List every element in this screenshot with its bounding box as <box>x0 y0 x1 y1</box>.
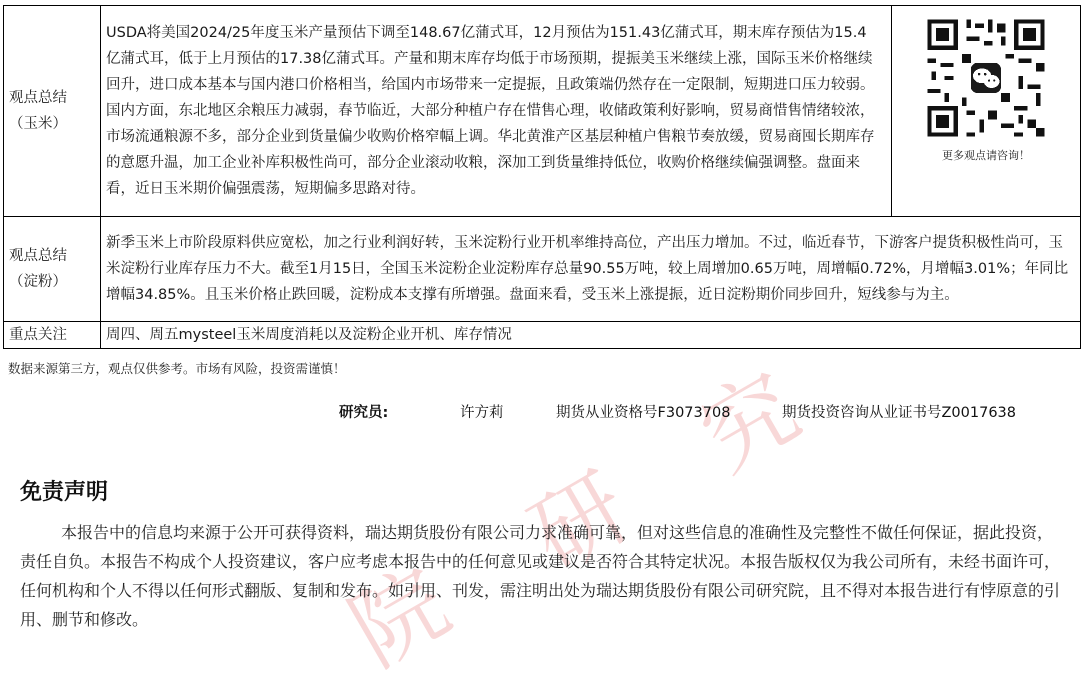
researcher-qualification: 期货从业资格号F3073708 <box>556 405 731 421</box>
table-row <box>4 6 1081 217</box>
row-label-starch: 观点总结（淀粉） <box>4 217 101 322</box>
row-content-corn: USDA将美国2024/25年度玉米产量预估下调至148.67亿蒲式耳，12月预估为151.43亿蒲式耳，期末库存预估为15.4亿蒲式耳，低于上月预估的17.38亿蒲式耳。产量和期末库存均低于市场预期，提振美玉米继续上涨，国际玉米价格继续回升，进口成本基本与国内港口价格相当，给国内市场带来一定提振，且政策端仍然存在一定限制，短期进口压力较弱。国内方面，东北地区余粮压力减弱，春节临近，大部分种植户存在惜售心理，收储政策利好影响，贸易商惜售情绪较浓，市场流通粮源不多，部分企业到货量偏少收购价格窄幅上调。华北黄淮产区基层种植户售粮节奏放缓，贸易商囤长期库存的意愿升温，加工企业补库积极性尚可，部分企业滚动收粮，深加工到货量维持低位，收购价格继续偏强调整。盘面来看，近日玉米期价偏强震荡，短期偏多思路对待。 <box>101 6 892 217</box>
qr-cell <box>892 6 1081 217</box>
researcher-title: 研究员: <box>339 405 389 421</box>
table-row <box>4 217 1081 322</box>
qr-code <box>923 15 1049 141</box>
watermark-char: 究 <box>683 353 817 492</box>
row-content-focus: 周四、周五mysteel玉米周度消耗以及淀粉企业开机、库存情况 <box>101 322 1081 349</box>
disclaimer-body: 本报告中的信息均来源于公开可获得资料，瑞达期货股份有限公司力求准确可靠，但对这些信息的准确性及完整性不做任何保证，据此投资，责任自负。本报告不构成个人投资建议，客户应考虑本报告中的任何意见或建议是否符合其特定状况。本报告版权仅为我公司所有，未经书面许可，任何机构和个人不得以任何形式翻版、复制和发布。如引用、刊发，需注明出处为瑞达期货股份有限公司研究院，且不得对本报告进行有悖原意的引用、删节和修改。 <box>20 523 1061 629</box>
row-content-starch: 新季玉米上市阶段原料供应宽松，加之行业利润好转，玉米淀粉行业开机率维持高位，产出压力增加。不过，临近春节，下游客户提货积极性尚可，玉米淀粉行业库存压力不大。截至1月15日，全国玉米淀粉企业淀粉库存总量90.55万吨，较上周增加0.65万吨，周增幅0.72%，月增幅3.01%；年同比增幅34.85%。且玉米价格止跌回暖，淀粉成本支撑有所增强。盘面来看，受玉米上涨提振，近日淀粉期价同步回升，短线参与为主。 <box>101 217 1081 322</box>
risk-note: 数据来源第三方，观点仅供参考。市场有风险，投资需谨慎！ <box>8 361 346 376</box>
watermark-char: 院 <box>333 548 467 687</box>
researcher-name: 许方莉 <box>460 405 504 421</box>
watermark-char: 研 <box>513 453 647 592</box>
table-row <box>4 322 1081 349</box>
researcher-consulting: 期货投资咨询从业证书号Z0017638 <box>782 405 1017 421</box>
disclaimer-title: 免责声明 <box>20 480 109 505</box>
row-label-corn: 观点总结（玉米） <box>4 6 101 217</box>
row-label-focus: 重点关注 <box>4 322 101 349</box>
qr-caption: 更多观点请咨询！ <box>942 149 1030 162</box>
view-summary-table <box>3 5 1081 349</box>
